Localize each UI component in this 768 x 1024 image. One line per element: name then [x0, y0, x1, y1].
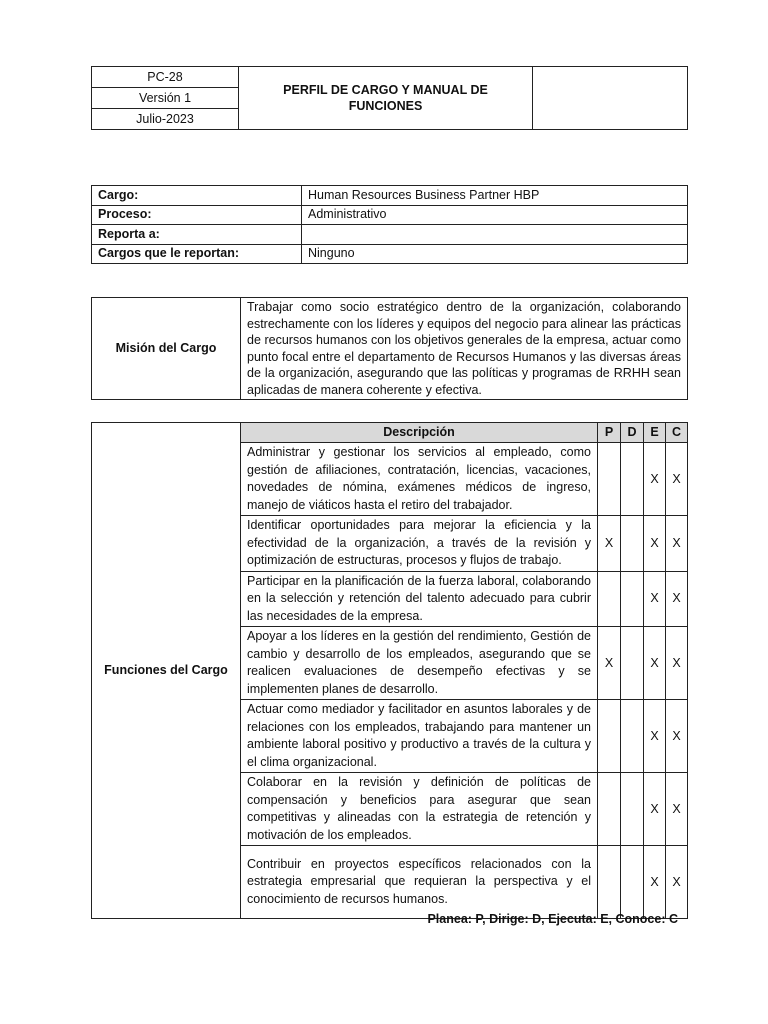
functions-table: [91, 422, 688, 919]
mark-d: [621, 443, 644, 516]
logo-area: [533, 67, 688, 130]
mark-c: X: [666, 516, 688, 572]
mark-e: X: [644, 700, 666, 773]
mark-e: X: [644, 846, 666, 919]
info-value: Administrativo: [302, 205, 688, 225]
mark-c: X: [666, 846, 688, 919]
info-row: [92, 205, 688, 225]
mark-p: [598, 773, 621, 846]
mark-d: [621, 627, 644, 700]
info-value: Human Resources Business Partner HBP: [302, 186, 688, 206]
column-header-p: P: [598, 423, 621, 443]
mark-d: [621, 773, 644, 846]
mark-e: X: [644, 571, 666, 627]
info-row: [92, 186, 688, 206]
mission-label: Misión del Cargo: [92, 298, 241, 400]
document-header: [91, 66, 688, 130]
function-description: Administrar y gestionar los servicios al empleado, como gestión de afiliaciones, contratación, licencias, vacaciones, novedades de nómina, exámenes médicos de ingreso, manejo de viáticos hasta el retiro del trabajador.: [241, 443, 598, 516]
mark-p: [598, 571, 621, 627]
mark-e: X: [644, 627, 666, 700]
column-header-d: D: [621, 423, 644, 443]
mark-e: X: [644, 443, 666, 516]
info-label: Cargos que le reportan:: [92, 244, 302, 264]
function-description: Actuar como mediador y facilitador en asuntos laborales y de relaciones con los empleados, trabajando para mantener un ambiente laboral positivo y productivo a través de la cultura y el clima organizacional.: [241, 700, 598, 773]
mark-c: X: [666, 443, 688, 516]
document-code: PC-28: [92, 67, 239, 88]
document-date: Julio-2023: [92, 109, 239, 130]
mark-p: X: [598, 516, 621, 572]
mark-p: [598, 846, 621, 919]
function-description: Colaborar en la revisión y definición de políticas de compensación y beneficios para asegurar que sean competitivas y alineadas con la estrategia de retención y motivación de los empleados.: [241, 773, 598, 846]
mark-d: [621, 516, 644, 572]
legend-text: Planea: P, Dirige: D, Ejecuta: E, Conoce: C: [427, 912, 678, 926]
functions-label: Funciones del Cargo: [92, 423, 241, 919]
position-info-table: [91, 185, 688, 264]
function-description: Contribuir en proyectos específicos relacionados con la estrategia empresarial que requieran la perspectiva y el conocimiento de recursos humanos.: [241, 846, 598, 919]
info-row: [92, 244, 688, 264]
info-label: Proceso:: [92, 205, 302, 225]
mark-p: [598, 443, 621, 516]
document-version: Versión 1: [92, 88, 239, 109]
info-label: Cargo:: [92, 186, 302, 206]
mark-d: [621, 846, 644, 919]
mark-p: [598, 700, 621, 773]
mark-c: X: [666, 700, 688, 773]
column-header-description: Descripción: [241, 423, 598, 443]
info-row: [92, 225, 688, 245]
document-title: PERFIL DE CARGO Y MANUAL DE FUNCIONES: [239, 67, 533, 130]
mark-p: X: [598, 627, 621, 700]
function-description: Apoyar a los líderes en la gestión del rendimiento, Gestión de cambio y desarrollo de los empleados, asegurando que se realicen evaluaciones de desempeño efectivas y se implementen planes de desarrollo.: [241, 627, 598, 700]
mission-table: [91, 297, 688, 400]
info-value: Ninguno: [302, 244, 688, 264]
function-description: Identificar oportunidades para mejorar la eficiencia y la efectividad de la organización, a través de la revisión y optimización de estructuras, procesos y flujos de trabajo.: [241, 516, 598, 572]
mark-d: [621, 571, 644, 627]
mission-text: Trabajar como socio estratégico dentro de la organización, colaborando estrechamente con los líderes y equipos del negocio para alinear las prácticas de recursos humanos con los objetivos generales de la empresa, actuar como punto focal entre el departamento de Recursos Humanos y las diversas áreas de la organización, asegurando que las políticas y programas de RRHH sean aplicadas de manera coherente y efectiva.: [241, 298, 688, 400]
column-header-e: E: [644, 423, 666, 443]
mark-e: X: [644, 516, 666, 572]
function-description: Participar en la planificación de la fuerza laboral, colaborando en la selección y retención del talento adecuado para cubrir las necesidades de la empresa.: [241, 571, 598, 627]
mark-c: X: [666, 627, 688, 700]
info-value: [302, 225, 688, 245]
column-header-c: C: [666, 423, 688, 443]
mark-c: X: [666, 571, 688, 627]
info-label: Reporta a:: [92, 225, 302, 245]
mark-c: X: [666, 773, 688, 846]
mark-e: X: [644, 773, 666, 846]
mark-d: [621, 700, 644, 773]
